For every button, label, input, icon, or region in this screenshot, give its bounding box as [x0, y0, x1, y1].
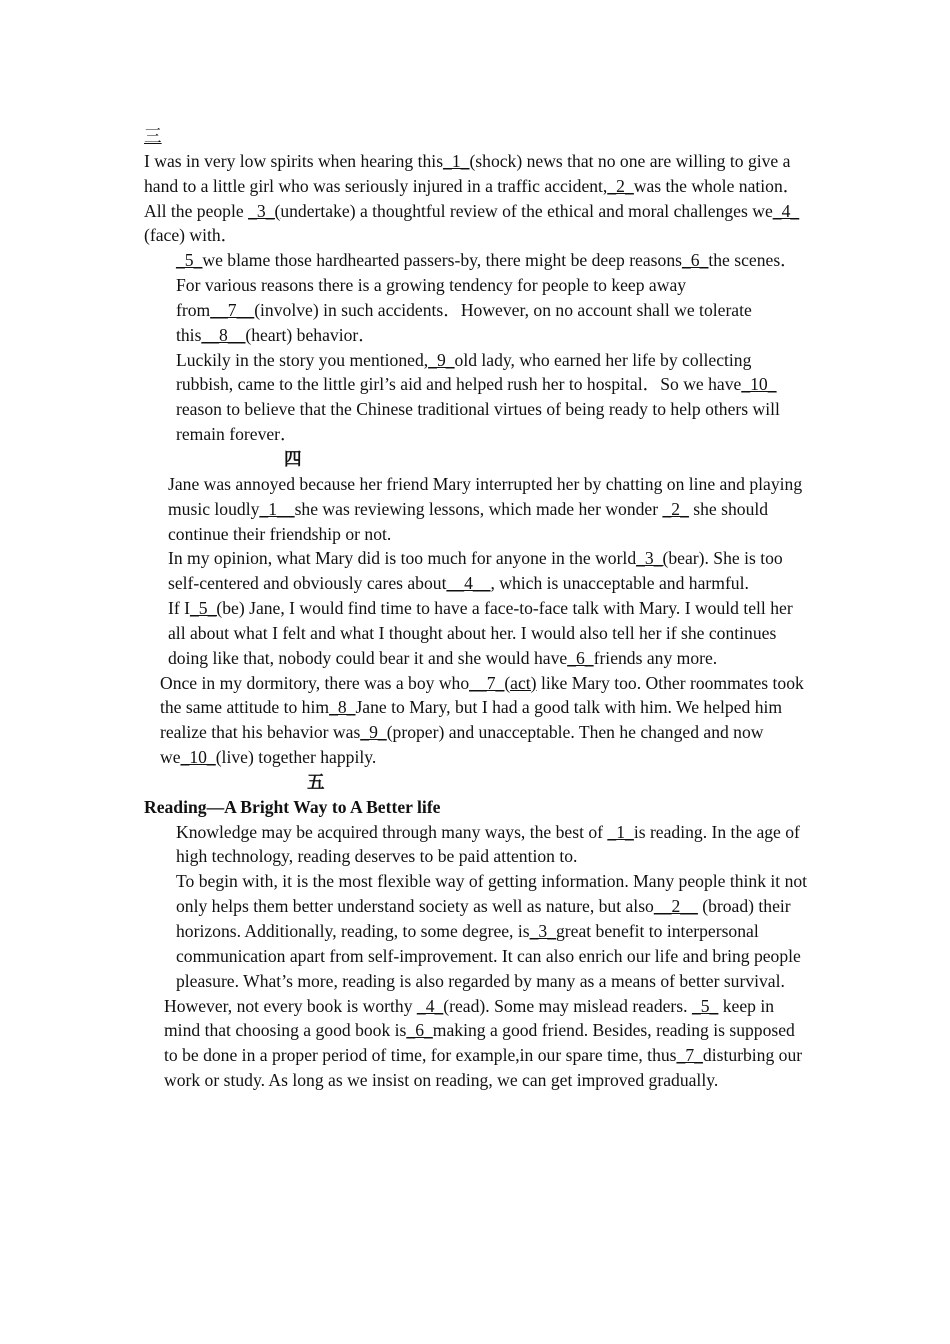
blank-5-5[interactable]: _5_	[691, 995, 719, 1016]
blank-3-4[interactable]: _4_	[772, 200, 800, 221]
blank-5-7[interactable]: _7_	[676, 1045, 703, 1066]
section-4-paragraph-3: If I_5_(be) Jane, I would find time to have a face-to-face talk with Mary. I would tell her all about what I felt and what I thought about her. I would also tell her if she continues doing like that, nobody could bear it and she would have_6_friends any more.	[168, 598, 793, 668]
section-5-heading	[144, 770, 808, 795]
blank-4-1[interactable]: _1__	[259, 498, 295, 519]
blank-3-3[interactable]: _3_(	[248, 200, 281, 221]
section-3-paragraph-1: I was in very low spirits when hearing this_1_(shock) news that no one are willing to give a hand to a little girl who was seriously injured in a traffic accident,_2_was the whole nation．All the people _3_(undertake) a thoughtful review of the ethical and moral challenges we_4_ (face) with．	[144, 150, 801, 246]
blank-5-4[interactable]: _4_	[416, 995, 444, 1016]
section-4-paragraph-1: Jane was annoyed because her friend Mary interrupted her by chatting on line and playing music loudly_1__she was reviewing lessons, which made her wonder _2_ she should continue their friendship or not.	[168, 473, 803, 544]
section-3-heading	[144, 124, 808, 149]
section-3-number: 三	[144, 126, 162, 146]
blank-5-6[interactable]: _6_	[406, 1020, 433, 1041]
blank-4-2[interactable]: _2_	[662, 498, 689, 519]
blank-4-4[interactable]: __4__	[446, 573, 491, 594]
blank-3-8[interactable]: __8__	[201, 324, 246, 345]
blank-3-7[interactable]: __7__	[210, 299, 255, 320]
blank-3-1[interactable]: _1_	[443, 150, 470, 171]
section-5-number: 五	[307, 771, 325, 792]
section-3-paragraph-2: _5_we blame those hardhearted passers-by, there might be deep reasons_6_the scenes．For various reasons there is a growing tendency for people to keep away from__7__(involve) in such accidents．However, on no account shall we tolerate this__8__(heart) behavior．	[176, 250, 798, 345]
section-5-paragraph-2: To begin with, it is the most flexible way of getting information. Many people think it not only helps them better understand society as well as nature, but also__2__ (broad) their horizons. Additionally, reading, to some degree, is_3_great benefit to interpersonal communication apart from self-improvement. It can also enrich our life and bring people pleasure. What’s more, reading is also regarded by many as a means of better survival.	[176, 871, 808, 991]
section-4-number: 四	[284, 448, 302, 469]
blank-3-10[interactable]: _10_	[741, 374, 777, 395]
blank-5-1[interactable]: _1_	[607, 821, 634, 842]
section-4-paragraph-4: Once in my dormitory, there was a boy who__7_(act) like Mary too. Other roommates took the same attitude to him_8_Jane to Mary, but I had a good talk with him. We helped him realize that his behavior was_9_(proper) and unacceptable. Then he changed and now we_10_(live) together happily.	[160, 672, 804, 768]
blank-4-3[interactable]: _3_(	[636, 548, 669, 569]
blank-4-6[interactable]: _6_	[567, 647, 594, 668]
section-4-heading	[144, 447, 808, 472]
section-5-paragraph-3: However, not every book is worthy _4_(read). Some may mislead readers. _5_ keep in mind that choosing a good book is_6_making a good friend. Besides, reading is supposed to be done in a proper period of time, for example,in our spare time, thus_7_disturbing our work or study. As long as we insist on reading, we can get improved gradually.	[164, 995, 803, 1091]
section-4-paragraph-2: In my opinion, what Mary did is too much for anyone in the world_3_(bear). She is too self-centered and obviously cares about__4__, which is unacceptable and harmful.	[168, 548, 783, 594]
blank-4-7[interactable]: __7_(act)	[469, 672, 537, 693]
blank-4-8[interactable]: _8_	[329, 697, 356, 718]
blank-3-5[interactable]: _5_	[176, 250, 203, 271]
document-page	[144, 124, 808, 1093]
section-5-title: Reading—A Bright Way to A Better life	[144, 796, 441, 817]
blank-5-2[interactable]: __2__	[653, 896, 698, 917]
blank-4-5[interactable]: _5_(	[189, 598, 223, 619]
blank-3-2[interactable]: _2_	[607, 175, 634, 196]
blank-3-9[interactable]: _9_	[428, 349, 455, 370]
section-3-paragraph-3: Luckily in the story you mentioned,_9_old lady, who earned her life by collecting rubbish, came to the little girl’s aid and helped rush her to hospital．So we have_10_ reason to believe that the Chinese traditional virtues of being ready to help others will remain forever．	[176, 349, 780, 445]
blank-5-3[interactable]: _3_	[529, 921, 556, 941]
blank-4-9[interactable]: _9_	[360, 722, 387, 743]
blank-4-10[interactable]: _10_	[180, 747, 216, 768]
blank-3-6[interactable]: _6_	[681, 250, 709, 271]
section-5-paragraph-1: Knowledge may be acquired through many ways, the best of _1_is reading. In the age of high technology, reading deserves to be paid attention to.	[176, 821, 800, 867]
